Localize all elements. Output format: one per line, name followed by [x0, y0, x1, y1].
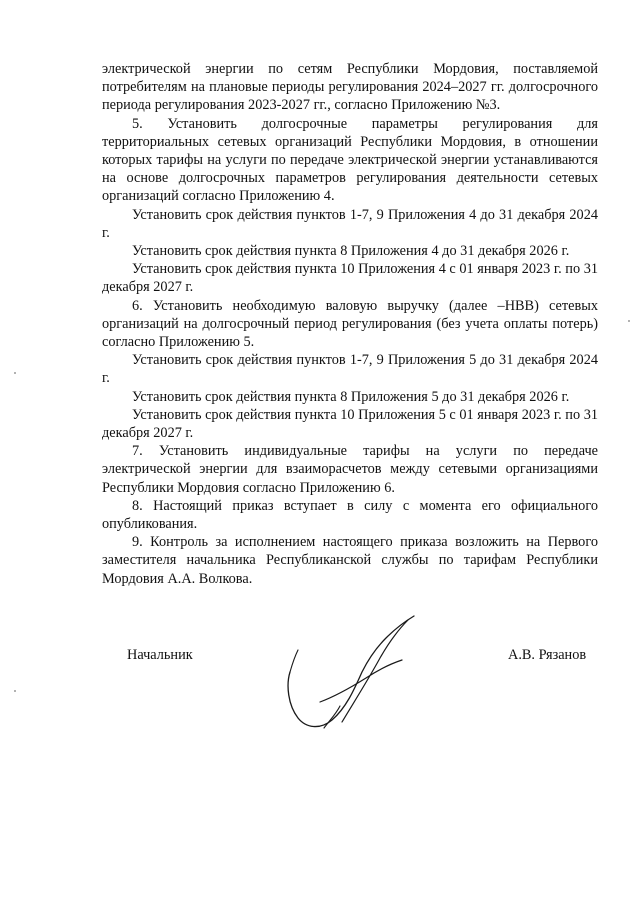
scan-speck	[14, 372, 16, 374]
paragraph-item-8: 8. Настоящий приказ вступает в силу с момента его официального опубликования.	[102, 497, 598, 533]
paragraph-item-5-term-2: Установить срок действия пункта 8 Приложения 4 до 31 декабря 2026 г.	[132, 243, 570, 260]
paragraph-item-5-term-3: Установить срок действия пункта 10 Приложения 4 с 01 января 2023 г. по 31 декабря 2027 г.	[102, 261, 598, 296]
scan-speck	[14, 690, 16, 692]
handwritten-signature	[280, 610, 430, 735]
paragraph-item-6-term-2: Установить срок действия пункта 8 Приложения 5 до 31 декабря 2026 г.	[132, 388, 570, 405]
document-body	[102, 60, 598, 588]
paragraph-item-5: 5. Установить долгосрочные параметры регулирования для территориальных сетевых организаций Республики Мордовия, в отношении которых тарифы на услуги по передаче электрической энергии устанавливаются на основе долгосрочных параметров регулирования деятельности сетевых организаций согласно Приложению 4.	[102, 115, 598, 205]
scan-speck	[628, 320, 630, 322]
paragraph-item-6: 6. Установить необходимую валовую выручку (далее –НВВ) сетевых организаций на долгосрочный период регулирования (без учета оплаты потерь) согласно Приложению 5.	[102, 297, 598, 351]
paragraph-item-9: 9. Контроль за исполнением настоящего приказа возложить на Первого заместителя начальника Республиканской службы по тарифам Республики Мордовия А.А. Волкова.	[102, 534, 598, 587]
paragraph-item-5-term-1: Установить срок действия пунктов 1-7, 9 Приложения 4 до 31 декабря 2024 г.	[102, 206, 598, 241]
signatory-name: А.В. Рязанов	[508, 647, 587, 663]
signatory-title: Начальник	[127, 647, 193, 663]
paragraph-item-7: 7. Установить индивидуальные тарифы на услуги по передаче электрической энергии для взаиморасчетов между сетевыми организациями Республики Мордовия согласно Приложению 6.	[102, 443, 598, 496]
paragraph-item-6-term-1: Установить срок действия пунктов 1-7, 9 Приложения 5 до 31 декабря 2024 г.	[102, 352, 598, 387]
paragraph-item-6-term-3: Установить срок действия пункта 10 Приложения 5 с 01 января 2023 г. по 31 декабря 2027 г.	[102, 406, 598, 442]
paragraph-continuation: электрической энергии по сетям Республики Мордовия, поставляемой потребителям на плановые периоды регулирования 2024–2027 гг. долгосрочного периода регулирования 2023-2027 гг., согласно Приложению №3.	[102, 61, 598, 114]
